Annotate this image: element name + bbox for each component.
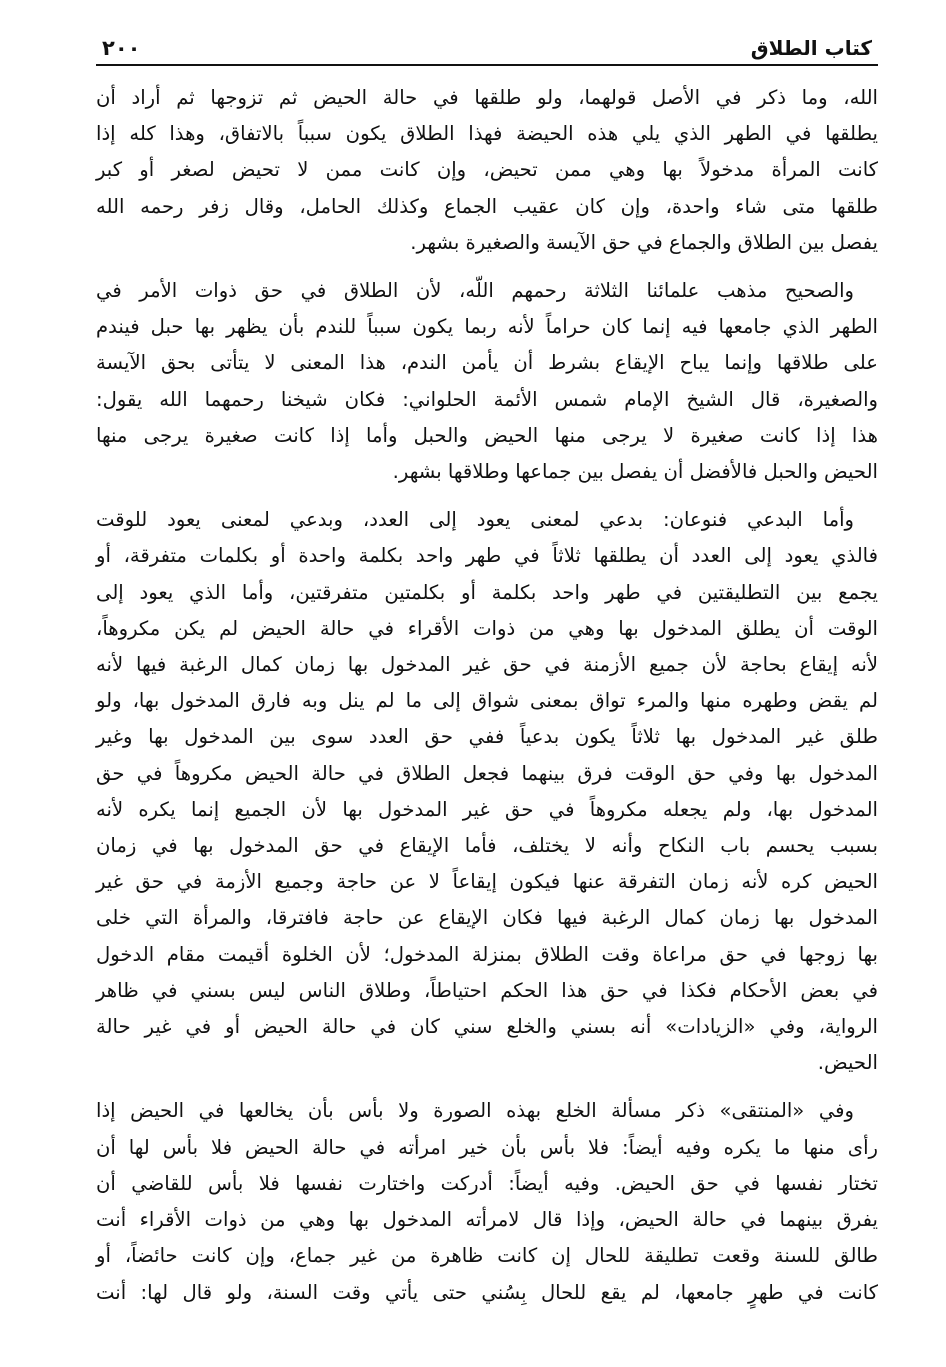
text-line: الحيض كره لأنه زمان التفرقة عنها فيكون إيقاعاً لا عن حاجة وجميع الأزمة في حق غير xyxy=(96,870,878,894)
text-line: طلقها متى شاء واحدة، وإن كان عقيب الجماع وكذلك الحامل، وقال زفر رحمه الله xyxy=(96,194,878,218)
text-line: الطهر الذي جامعها فيه إنما كان حراماً لأنه ربما يكون سبباً للندم بأن يظهر بها حبل فيندم xyxy=(96,315,878,339)
text-line: بسبب يحسم باب النكاح وأنه لا يختلف، فأما الإيقاع في حق المدخول بها في زمان xyxy=(96,834,878,858)
text-line: المدخول بها وفي حق الوقت فرق بينهما فجعل الطلاق في حالة الحيض مكروهاً في حق xyxy=(96,761,878,785)
text-line: المدخول بها زمان كمال الرغبة فيها فكان الإيقاع عن حاجة فافترقا، والمرأة التي خلى xyxy=(96,906,878,930)
paragraph-3 xyxy=(96,502,878,1081)
text-line: على طلاقها وإنما يباح الإيقاع بشرط أن يأمن الندم، هذا المعنى لا يتأتى بحق الآيسة xyxy=(96,351,878,375)
text-line: لم يقض وطهره منها والمرء تواق بمعنى شواق إلى ما لم ينل وبه فارق المدخول بها، ولو xyxy=(96,689,878,713)
text-line: رأى منها ما يكره وفيه أيضاً: فلا بأس بأن خير امرأته في حالة الحيض فلا بأس لها أن xyxy=(96,1135,878,1159)
paragraph-4 xyxy=(96,1093,878,1310)
paragraph-2 xyxy=(96,273,878,490)
page-number: ٢٠٠ xyxy=(102,36,141,60)
text-line: لأنه إيقاع بحاجة لأن جميع الأزمنة في حق غير المدخول بها زمان كمال الرغبة فيها لأنه xyxy=(96,653,878,677)
text-line: المدخول بها، ولم يجعله مكروهاً في حق غير المدخول بها لأن الجميع إنما يكره لأنه xyxy=(96,797,878,821)
text-line: والصحيح مذهب علمائنا الثلاثة رحمهم اللّه، لأن الطلاق في حق ذوات الأمر في xyxy=(96,279,854,303)
text-line: الرواية، وفي «الزيادات» أنه بسني والخلع سني كان في حالة الحيض أو في غير حالة xyxy=(96,1015,878,1039)
text-line: الحيض. xyxy=(817,1051,878,1075)
text-line: يفرق بينهما في حالة الحيض، وإذا قال لامرأته المدخول بها وهي من ذوات الأقراء أنت xyxy=(96,1208,878,1232)
text-line: يفصل بين الطلاق والجماع في حق الآيسة والصغيرة بشهر. xyxy=(410,230,878,254)
text-line: فالذي يعود إلى العدد أن يطلقها ثلاثاً في طهر واحد بكلمة واحدة أو بكلمات متفرقة، أو xyxy=(96,544,878,568)
text-line: يجمع بين التطليقتين في طهر واحد بكلمة أو بكلمتين متفرقتين، وأما الذي يعود إلى xyxy=(96,580,878,604)
text-line: طلق غير المدخول بها ثلاثاً يكون بدعياً ففي حق العدد سوى بين المدخول بها وغير xyxy=(96,725,878,749)
page-body xyxy=(96,80,878,1311)
paragraph-1 xyxy=(96,80,878,261)
text-line: كانت في طهرٍ جامعها، لم يقع للحال بِسُني حتى يأتي وقت السنة، ولو قال لها: أنت xyxy=(96,1280,878,1304)
text-line: وفي «المنتقى» ذكر مسألة الخلع بهذه الصورة ولا بأس بأن يخالعها في الحيض إذا xyxy=(96,1099,854,1123)
chapter-title: كتاب الطلاق xyxy=(750,36,872,60)
text-line: هذا إذا كانت صغيرة لا يرجى منها الحيض والحبل وأما إذا كانت صغيرة يرجى منها xyxy=(96,423,878,447)
text-line: تختار نفسها في حق الحيض. وفيه أيضاً: أدركت واختارت نفسها فلا بأس للقاضي أن xyxy=(96,1171,878,1195)
text-line: وأما البدعي فنوعان: بدعي لمعنى يعود إلى العدد، وبدعي لمعنى يعود للوقت xyxy=(96,508,854,532)
running-header xyxy=(96,28,878,66)
text-line: والصغيرة، قال الشيخ الإمام شمس الأئمة الحلواني: فكان شيخنا رحمهما الله يقول: xyxy=(96,387,878,411)
text-line: في بعض الأحكام فكذا في حق هذا الحكم احتياطاً، وطلاق الناس ليس بسني في ظاهر xyxy=(96,978,878,1002)
text-line: الحيض والحبل فالأفضل أن يفصل بين جماعها وطلاقها بشهر. xyxy=(392,460,878,484)
text-line: الله، وما ذكر في الأصل قولهما، ولو طلقها في حالة الحيض ثم تزوجها ثم أراد أن xyxy=(96,86,878,109)
text-line: الوقت أن يطلق المدخول بها وهي من ذوات الأقراء في حالة الحيض لم يكن مكروهاً، xyxy=(96,616,878,640)
text-line: يطلقها في الطهر الذي يلي هذه الحيضة فهذا الطلاق يكون سبباً بالاتفاق، وهذا كله إذا xyxy=(96,122,878,146)
book-page xyxy=(96,28,878,1311)
text-line: طالق للسنة وقعت تطليقة للحال إن كانت ظاهرة من غير جماع، وإن كانت حائضاً، أو xyxy=(96,1244,878,1268)
text-line: كانت المرأة مدخولاً بها وهي ممن تحيض، وإن كانت ممن لا تحيض لصغر أو كبر xyxy=(96,158,878,182)
text-line: بها زوجها في حق مراعاة وقت الطلاق بمنزلة المدخول؛ لأن الخلوة أقيمت مقام الدخول xyxy=(96,942,878,966)
